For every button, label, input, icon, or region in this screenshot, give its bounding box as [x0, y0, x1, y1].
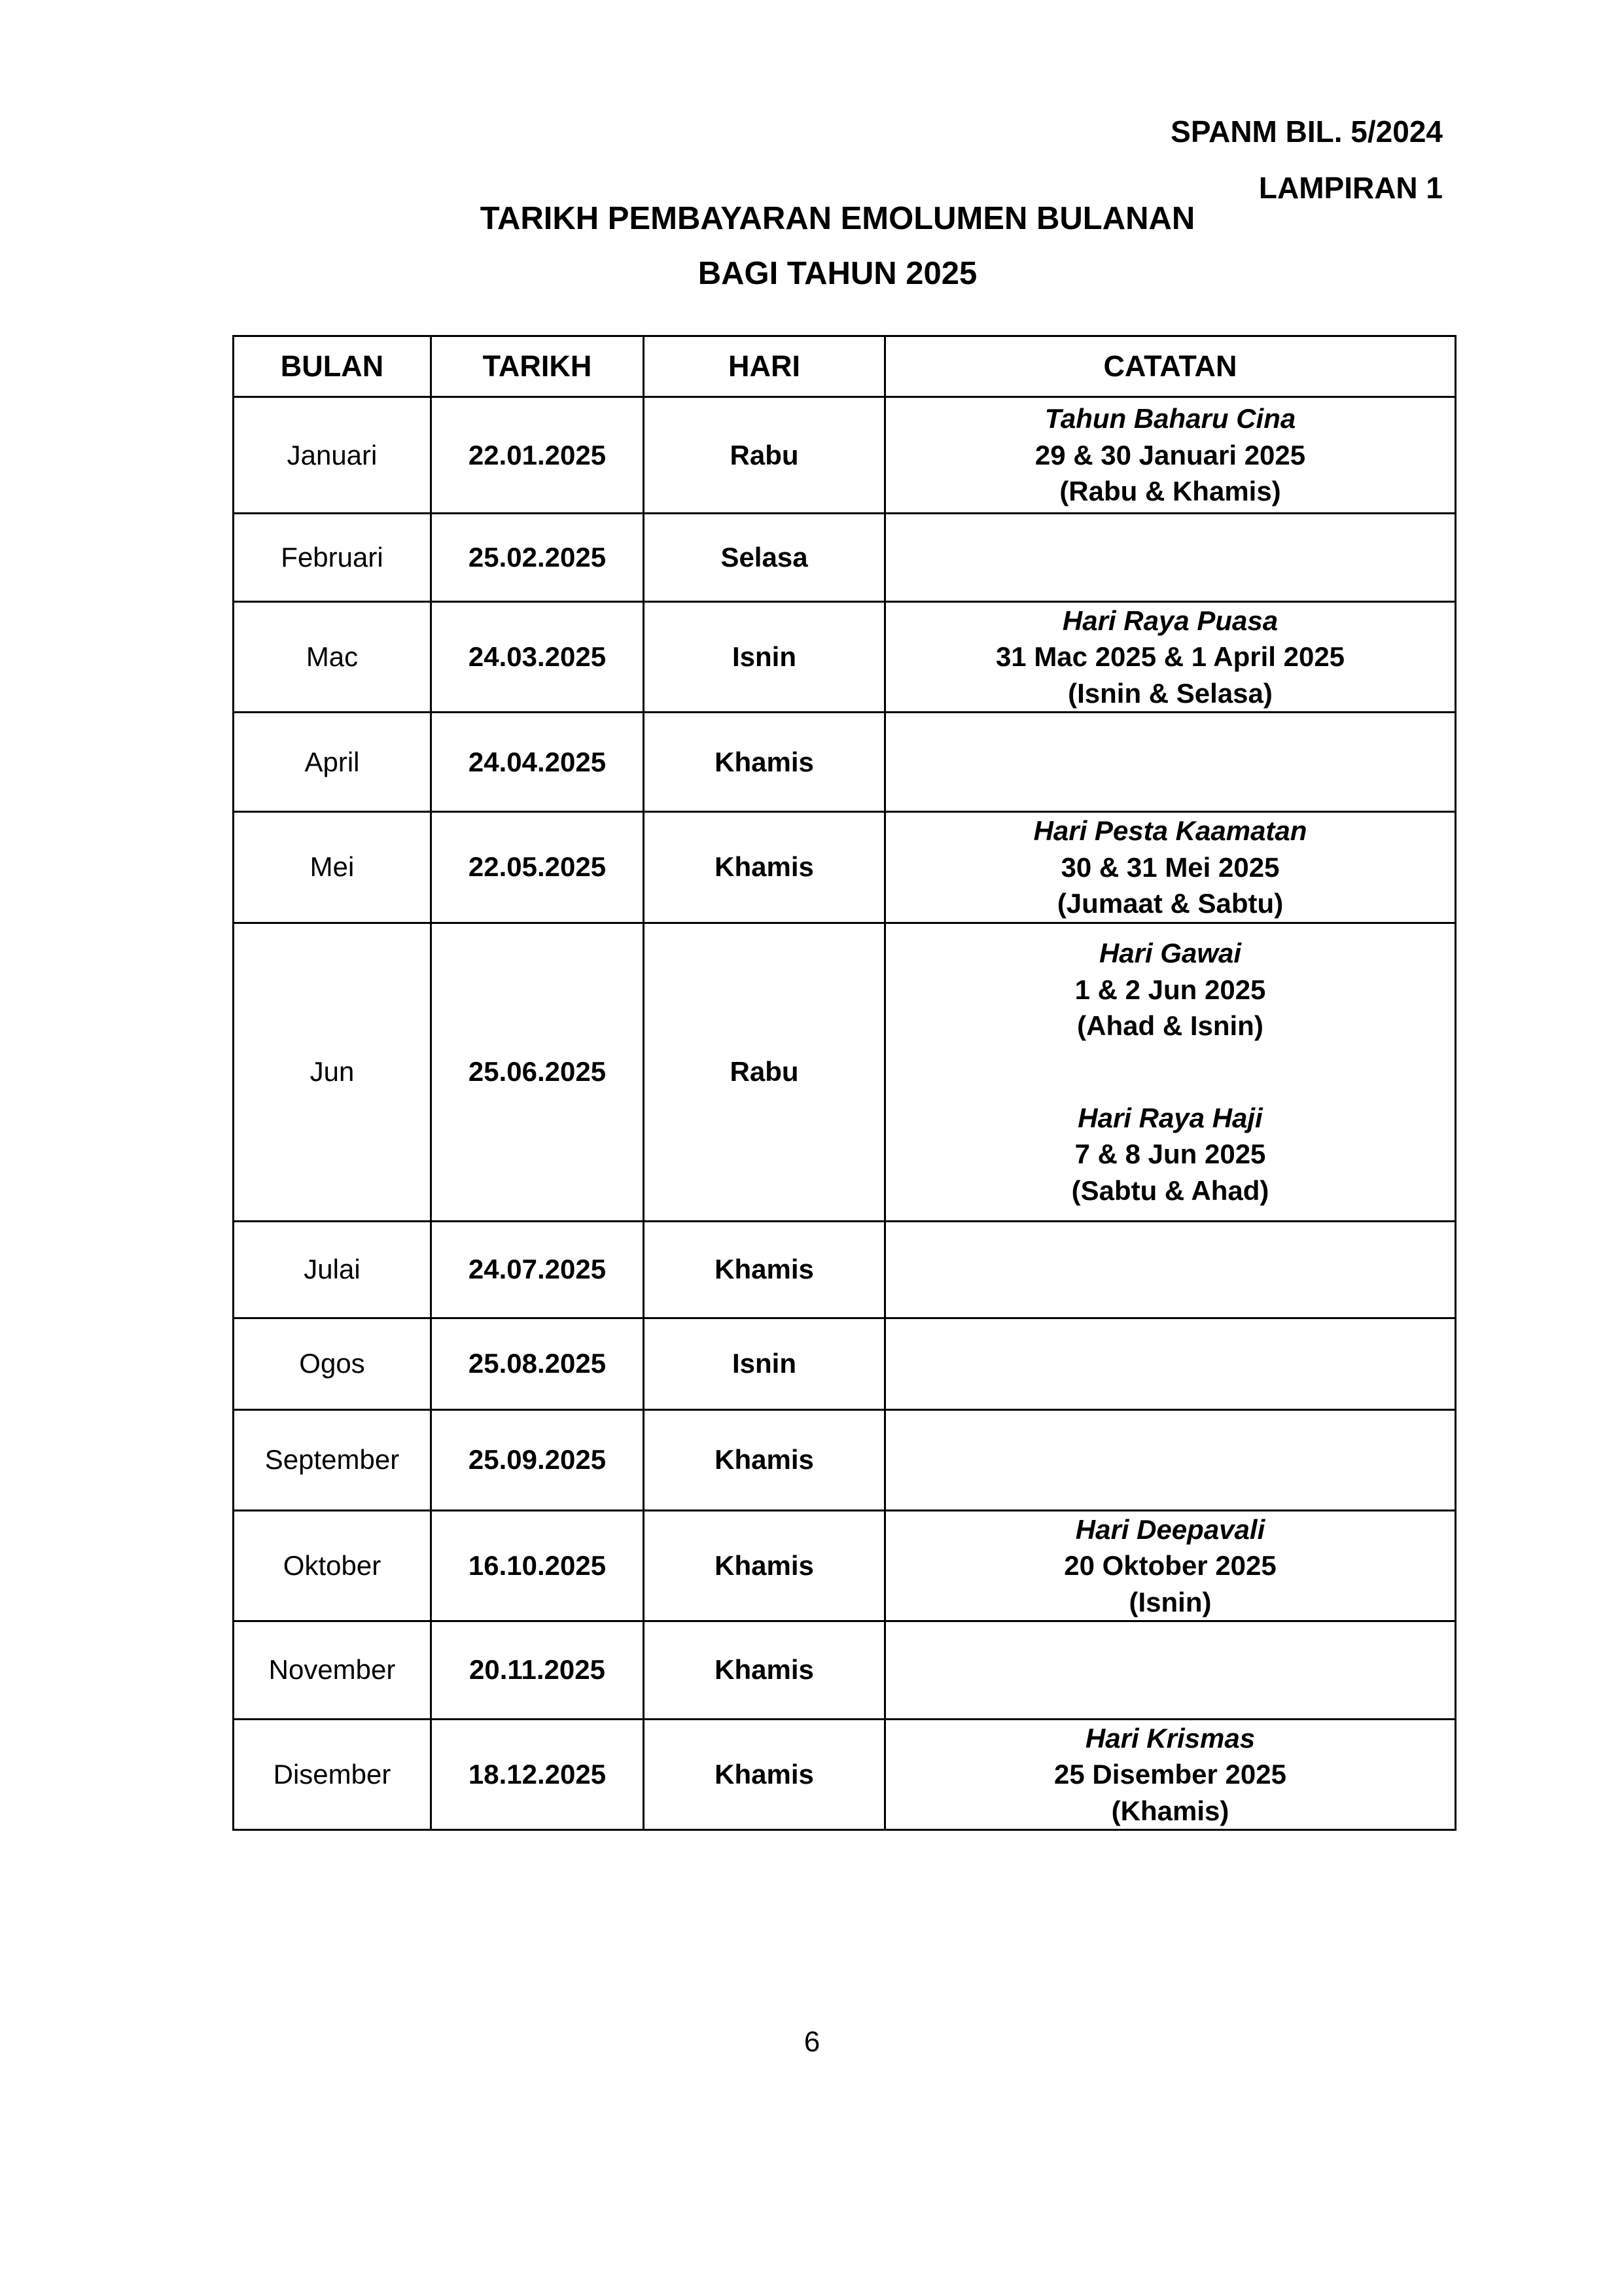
table-row-jun: [234, 923, 1456, 1221]
payment-date-cell: 25.09.2025: [431, 1409, 644, 1510]
remarks-cell: [885, 812, 1456, 923]
holiday-name: Hari Gawai: [1099, 938, 1242, 969]
payment-schedule-table: [232, 335, 1456, 1831]
remarks-cell: [885, 713, 1456, 812]
table-row-ogos: [234, 1318, 1456, 1409]
note-line: 29 & 30 Januari 2025: [1034, 439, 1306, 470]
weekday-cell: Isnin: [644, 1318, 885, 1409]
note-line: (Jumaat & Sabtu): [1057, 888, 1284, 919]
note-line: 1 & 2 Jun 2025: [1074, 974, 1266, 1005]
note-line: (Sabtu & Ahad): [1071, 1174, 1269, 1206]
table-header-row: [234, 336, 1456, 397]
payment-date-cell: 20.11.2025: [431, 1621, 644, 1719]
note-spacer: [886, 1044, 1455, 1100]
payment-date-cell: 18.12.2025: [431, 1719, 644, 1829]
remarks-cell: [885, 1719, 1456, 1829]
table-row-januari: [234, 397, 1456, 514]
document-title: [232, 191, 1443, 302]
holiday-name: Hari Deepavali: [1075, 1513, 1265, 1545]
month-cell: Februari: [234, 514, 431, 602]
holiday-name: Hari Raya Haji: [1078, 1102, 1263, 1133]
note-line: 31 Mac 2025 & 1 April 2025: [995, 641, 1345, 673]
remarks-cell: [885, 1221, 1456, 1318]
note-line: (Ahad & Isnin): [1077, 1010, 1263, 1042]
remarks-cell: [885, 923, 1456, 1221]
payment-date-cell: 22.05.2025: [431, 812, 644, 923]
weekday-cell: Khamis: [644, 1510, 885, 1621]
month-cell: November: [234, 1621, 431, 1719]
column-header-bulan: BULAN: [234, 336, 431, 397]
payment-date-cell: 24.04.2025: [431, 713, 644, 812]
table-row-mei: [234, 812, 1456, 923]
table-row-disember: [234, 1719, 1456, 1829]
table-row-mac: [234, 602, 1456, 713]
weekday-cell: Rabu: [644, 923, 885, 1221]
payment-date-cell: 25.08.2025: [431, 1318, 644, 1409]
weekday-cell: Khamis: [644, 1719, 885, 1829]
table-row-februari: [234, 514, 1456, 602]
remarks-cell: [885, 397, 1456, 514]
payment-date-cell: 25.06.2025: [431, 923, 644, 1221]
weekday-cell: Khamis: [644, 713, 885, 812]
remarks-cell: [885, 1621, 1456, 1719]
payment-date-cell: 25.02.2025: [431, 514, 644, 602]
page-number: 6: [803, 2026, 821, 2058]
month-cell: Julai: [234, 1221, 431, 1318]
month-cell: Oktober: [234, 1510, 431, 1621]
holiday-name: Hari Pesta Kaamatan: [1033, 815, 1307, 847]
column-header-hari: HARI: [644, 336, 885, 397]
doc-reference-number: SPANM BIL. 5/2024: [1171, 115, 1443, 149]
month-cell: Mac: [234, 602, 431, 713]
payment-date-cell: 16.10.2025: [431, 1510, 644, 1621]
weekday-cell: Rabu: [644, 397, 885, 514]
month-cell: September: [234, 1409, 431, 1510]
remarks-cell: [885, 1409, 1456, 1510]
table-row-september: [234, 1409, 1456, 1510]
note-line: 30 & 31 Mei 2025: [1061, 851, 1280, 883]
month-cell: Januari: [234, 397, 431, 514]
remarks-cell: [885, 514, 1456, 602]
remarks-cell: [885, 602, 1456, 713]
holiday-name: Hari Krismas: [1085, 1722, 1256, 1754]
holiday-name: Tahun Baharu Cina: [1044, 403, 1296, 434]
weekday-cell: Khamis: [644, 812, 885, 923]
month-cell: Mei: [234, 812, 431, 923]
month-cell: Ogos: [234, 1318, 431, 1409]
note-line: (Isnin): [1129, 1586, 1212, 1617]
column-header-catatan: CATATAN: [885, 336, 1456, 397]
note-line: 20 Oktober 2025: [1064, 1550, 1277, 1581]
weekday-cell: Khamis: [644, 1221, 885, 1318]
payment-date-cell: 22.01.2025: [431, 397, 644, 514]
month-cell: Jun: [234, 923, 431, 1221]
note-line: (Khamis): [1111, 1795, 1229, 1826]
table-row-oktober: [234, 1510, 1456, 1621]
table-row-april: [234, 713, 1456, 812]
note-line: (Rabu & Khamis): [1059, 476, 1281, 507]
document-title-line2: BAGI TAHUN 2025: [697, 256, 978, 292]
weekday-cell: Selasa: [644, 514, 885, 602]
month-cell: Disember: [234, 1719, 431, 1829]
weekday-cell: Khamis: [644, 1409, 885, 1510]
doc-reference-appendix: LAMPIRAN 1: [1258, 171, 1443, 205]
holiday-name: Hari Raya Puasa: [1062, 605, 1279, 636]
weekday-cell: Isnin: [644, 602, 885, 713]
payment-date-cell: 24.03.2025: [431, 602, 644, 713]
document-title-line1: TARIKH PEMBAYARAN EMOLUMEN BULANAN: [480, 201, 1195, 236]
table-row-november: [234, 1621, 1456, 1719]
weekday-cell: Khamis: [644, 1621, 885, 1719]
remarks-cell: [885, 1510, 1456, 1621]
note-line: 25 Disember 2025: [1054, 1759, 1286, 1790]
payment-date-cell: 24.07.2025: [431, 1221, 644, 1318]
table-row-julai: [234, 1221, 1456, 1318]
note-line: 7 & 8 Jun 2025: [1074, 1139, 1266, 1170]
note-line: (Isnin & Selasa): [1068, 677, 1273, 709]
column-header-tarikh: TARIKH: [431, 336, 644, 397]
month-cell: April: [234, 713, 431, 812]
remarks-cell: [885, 1318, 1456, 1409]
